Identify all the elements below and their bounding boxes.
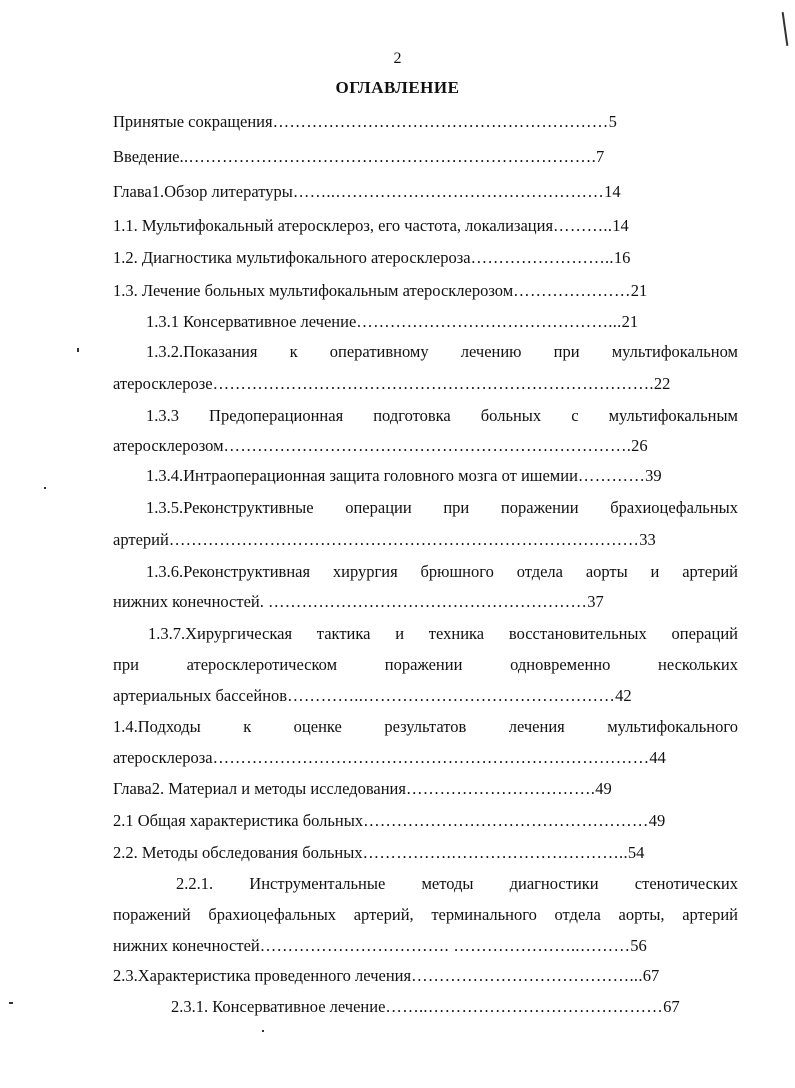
toc-entry-page: 14 [612,216,629,235]
toc-entry-text: Введение [113,147,180,166]
toc-entry-dots: ……………………………. [405,779,596,798]
toc-entry-dots: ……..………………………………………… [292,182,605,201]
toc-entry-text: артерий [113,530,169,549]
toc-entry-line: 1.3.3 Предоперационная подготовка больных с мультифокальным [146,406,738,425]
toc-entry-text: атеросклероза [113,748,213,767]
toc-entry-page: 21 [630,281,648,300]
toc-entry-page: 49 [648,811,666,830]
scan-artifact-dot [44,487,46,489]
toc-entry-page: 54 [627,843,645,862]
toc-entry-page: 26 [631,436,648,455]
toc-entry [113,966,738,986]
toc-entry-text: нижних конечностей. [113,592,268,611]
toc-entry-line: 1.4.Подходы к оценке результатов лечения мультифокального [113,717,738,736]
toc-entry-page: 21 [621,312,639,331]
toc-entry [171,997,738,1017]
toc-entry-page: 56 [630,936,647,955]
toc-entry-line: 1.3.2.Показания к оперативному лечению при мультифокальном [146,342,738,361]
toc-entry-line: 1.3.6.Реконструктивная хирургия брюшного отдела аорты и артерий [146,562,738,581]
toc-entry-continuation [113,530,738,550]
toc-entry [113,248,733,268]
toc-entry-text: 2.2. Методы обследования больных [113,843,363,862]
toc-title: ОГЛАВЛЕНИЕ [335,78,460,97]
toc-entry-dots: ..………………………………………………………………. [179,147,596,166]
toc-entry-text: атеросклерозе [113,374,213,393]
toc-entry [113,811,738,831]
toc-entry-page: 16 [613,248,631,267]
toc-entry-text: нижних конечностей [113,936,260,955]
toc-entry-line: при атеросклеротическом поражении одновременно нескольких [113,655,738,674]
toc-entry-dots: ………… [577,466,646,485]
toc-entry-text: 2.1 Общая характеристика больных [113,811,364,830]
toc-entry-line: поражений брахиоцефальных артерий, терминального отдела аорты, артерий [113,905,738,924]
toc-entry-dots: …………………………………... [411,966,643,985]
toc-entry-continuation [113,936,738,956]
scan-artifact-dot [9,1002,13,1004]
scan-artifact-dot [77,348,79,352]
toc-entry-continuation [113,592,738,612]
toc-entry-line: 1.3.7.Хирургическая тактика и техника восстановительных операций [148,624,738,643]
toc-entry-dots: …………………….. [470,248,614,267]
toc-entry [113,182,733,202]
toc-entry [146,312,738,332]
toc-entry-dots: ……….. [553,216,613,235]
toc-entry [113,779,738,799]
toc-entry-dots: ……..…………………………………… [385,997,664,1016]
toc-entry-dots: …………………………………………………… [272,112,609,131]
toc-entry-page: 7 [596,147,605,166]
page-number: 2 [393,50,402,67]
toc-entry-page: 67 [663,997,680,1016]
toc-entry-dots: …………………………………………… [363,811,649,830]
toc-entry-dots: …………….………………………….. [362,843,628,862]
toc-entry-text: 1.3.1 Консервативное лечение [146,312,357,331]
toc-entry-dots: …………………………………………………………………… [212,748,650,767]
toc-entry-text: атеросклерозом [113,436,224,455]
toc-entry-page: 33 [639,530,656,549]
toc-entry-text: 1.1. Мультифокальный атеросклероз, его частота, локализация [113,216,554,235]
toc-entry [113,843,738,863]
toc-entry-dots: ………………………………………………………………………… [168,530,640,549]
toc-entry-page: 39 [645,466,662,485]
toc-entry-text: Глава1.Обзор литературы [113,182,293,201]
toc-entry-dots: ………………………………………... [356,312,622,331]
toc-entry-text: 1.2. Диагностика мультифокального атеросклероза [113,248,471,267]
toc-entry-page: 5 [608,112,617,131]
toc-entry [113,112,722,132]
toc-entry-page: 44 [649,748,666,767]
scan-artifact-dot [262,1030,264,1032]
toc-entry-dots: ………………… [513,281,631,300]
toc-entry-dots: ……………………………. …………………..……… [259,936,631,955]
toc-entry-continuation [113,436,738,456]
toc-entry-dots: ……………………………………………………………………. [212,374,654,393]
toc-entry-text: Принятые сокращения [113,112,273,131]
toc-entry-continuation [113,374,738,394]
toc-entry-text: Глава2. Материал и методы исследования [113,779,406,798]
toc-entry-line: 1.3.5.Реконструктивные операции при поражении брахиоцефальных [146,498,738,517]
toc-entry-dots: ………………………………………………………………. [223,436,632,455]
toc-entry [146,466,738,486]
toc-entry [113,281,738,301]
toc-entry-page: 37 [587,592,604,611]
toc-entry-page: 49 [595,779,612,798]
toc-entry-text: 1.3.4.Интраоперационная защита головного мозга от ишемии [146,466,578,485]
toc-entry-dots: ………………………………………………… [268,592,588,611]
toc-entry-continuation [113,748,738,768]
toc-entry-text: 1.3. Лечение больных мультифокальным атеросклерозом [113,281,514,300]
toc-entry-text: артериальных бассейнов [113,686,288,705]
toc-entry-continuation [113,686,738,706]
toc-entry [113,216,733,236]
toc-entry-page: 14 [604,182,621,201]
scan-artifact-line [782,12,788,46]
toc-entry-page: 42 [615,686,632,705]
toc-entry-dots: …………..……………………………………… [287,686,616,705]
toc-entry-page: 67 [642,966,660,985]
toc-entry-line: 2.2.1. Инструментальные методы диагностики стенотических [176,874,738,893]
toc-entry-text: 2.3.Характеристика проведенного лечения [113,966,412,985]
toc-entry [113,147,722,167]
toc-entry-page: 22 [653,374,671,393]
toc-entry-text: 2.3.1. Консервативное лечение [171,997,386,1016]
